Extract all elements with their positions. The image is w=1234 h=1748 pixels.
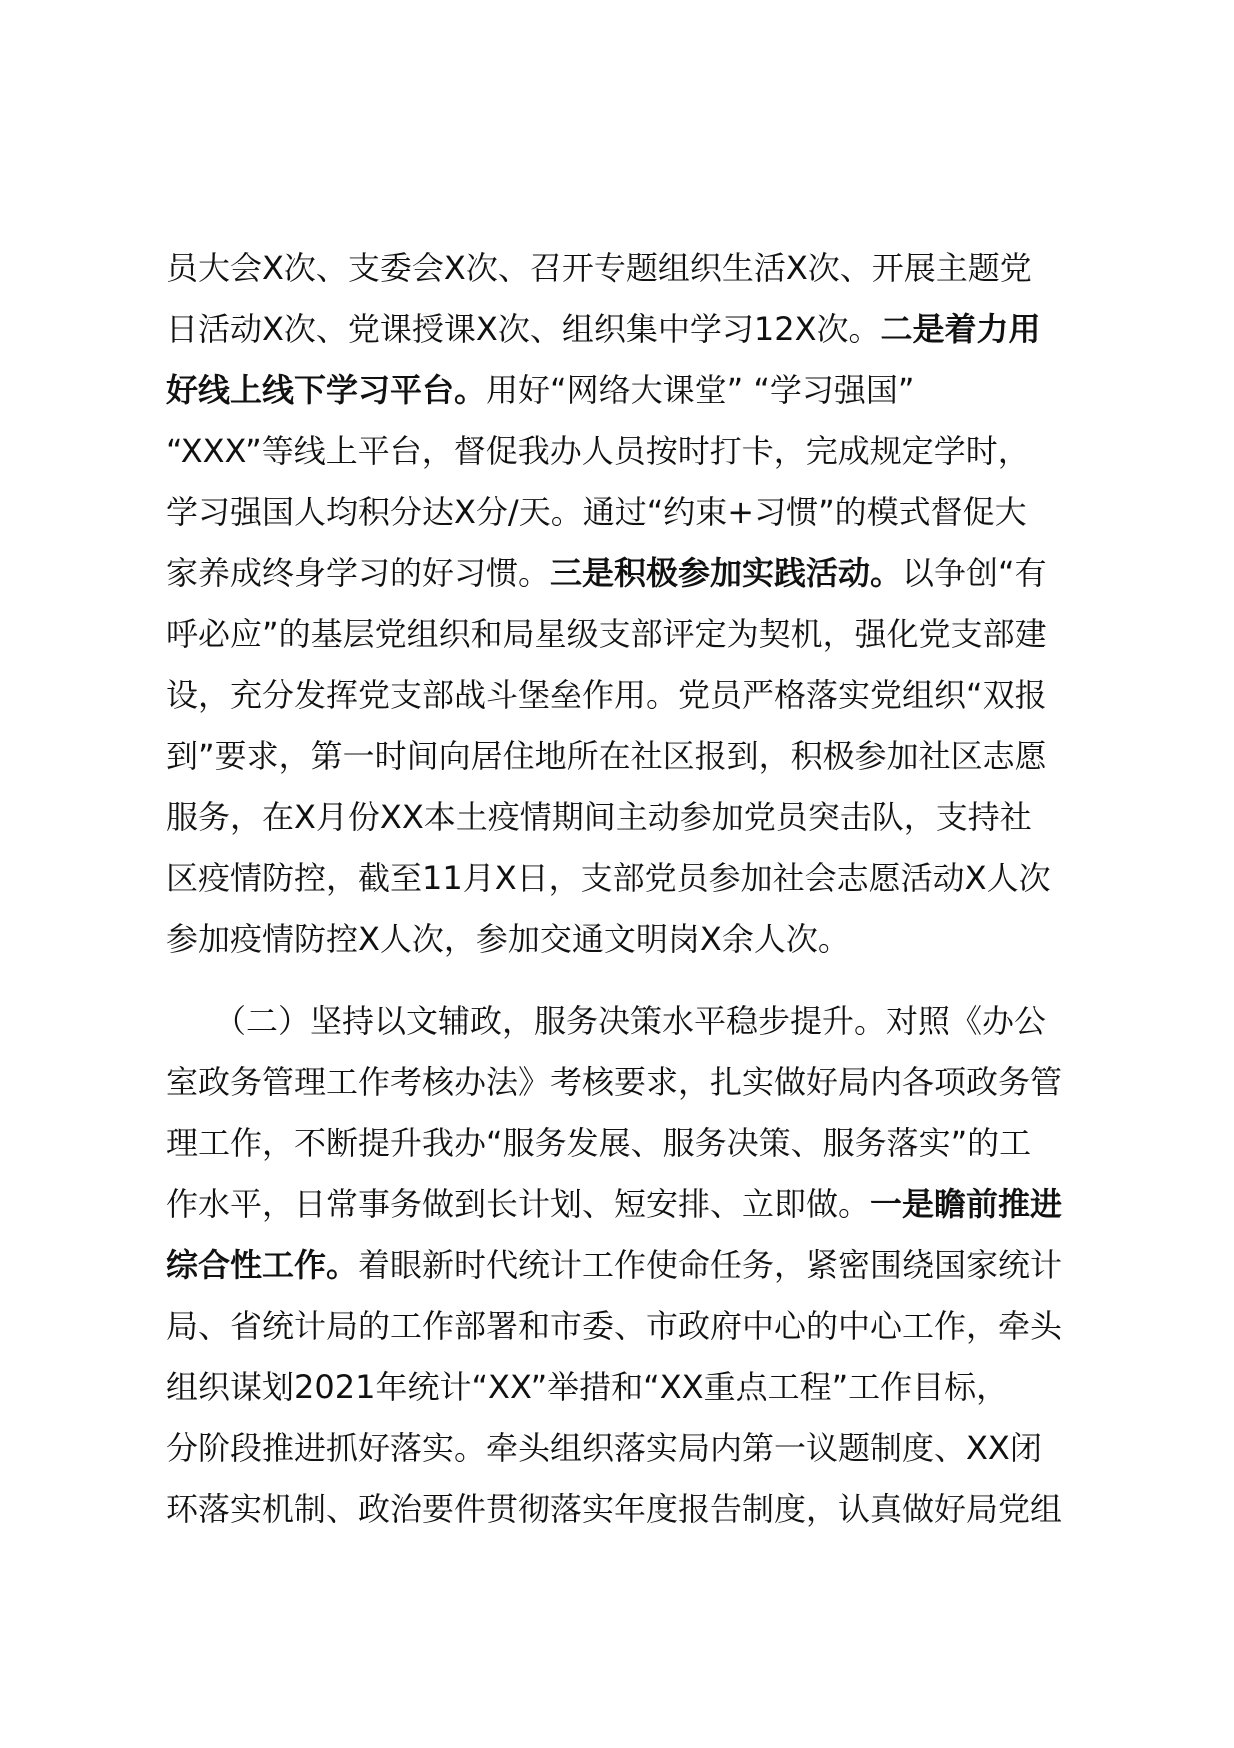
text-line [166, 1418, 1116, 1479]
text-run: 理工作，不断提升我办“服务发展、服务决策、服务落实”的工 [166, 1124, 1032, 1162]
text-line [166, 787, 1116, 848]
bold-heading-run: 综合性工作。 [166, 1246, 359, 1284]
text-run: 着眼新时代统计工作使命任务，紧密围绕国家统计 [358, 1246, 1063, 1284]
paragraph-spacing [166, 970, 1116, 991]
text-run: 学习强国人均积分达X分/天。通过“约束+习惯”的模式督促大 [166, 493, 1027, 531]
bold-heading-run: 三是积极参加实践活动。 [550, 554, 903, 592]
text-line [166, 848, 1116, 909]
text-run: 环落实机制、政治要件贯彻落实年度报告制度，认真做好局党组 [166, 1490, 1063, 1528]
text-run: 到”要求，第一时间向居住地所在社区报到，积极参加社区志愿 [166, 737, 1047, 775]
text-line [166, 1235, 1116, 1296]
text-run: 日活动X次、党课授课X次、组织集中学习12X次。 [166, 310, 881, 348]
text-line [166, 1296, 1116, 1357]
text-line [166, 1174, 1116, 1235]
text-run: 组织谋划2021年统计“XX”举措和“XX重点工程”工作目标， [166, 1368, 1009, 1406]
text-line [166, 604, 1116, 665]
text-run: 用好“网络大课堂” “学习强国” [486, 371, 915, 409]
bold-heading-run: 一是瞻前推进 [870, 1185, 1063, 1223]
text-run: 参加疫情防控X人次，参加交通文明岗X余人次。 [166, 920, 850, 958]
text-run: “XXX”等线上平台，督促我办人员按时打卡，完成规定学时， [166, 432, 1030, 470]
text-run: 分阶段推进抓好落实。牵头组织落实局内第一议题制度、XX闭 [166, 1429, 1042, 1467]
paragraph-1 [166, 238, 1116, 970]
text-run: 作水平，日常事务做到长计划、短安排、立即做。 [166, 1185, 871, 1223]
text-line [166, 238, 1116, 299]
text-line [166, 1479, 1116, 1540]
text-line [166, 909, 1116, 970]
text-line [166, 299, 1116, 360]
text-line [166, 360, 1116, 421]
text-line [166, 1113, 1116, 1174]
text-line [166, 482, 1116, 543]
text-run: 员大会X次、支委会X次、召开专题组织生活X次、开展主题党 [166, 249, 1032, 287]
text-run: 设，充分发挥党支部战斗堡垒作用。党员严格落实党组织“双报 [166, 676, 1047, 714]
text-run: 以争创“有 [902, 554, 1047, 592]
text-line [166, 1052, 1116, 1113]
text-line [166, 991, 1116, 1052]
bold-heading-run: 二是着力用 [880, 310, 1041, 348]
text-run: 区疫情防控，截至11月X日，支部党员参加社会志愿活动X人次 [166, 859, 1051, 897]
text-run: 局、省统计局的工作部署和市委、市政府中心的中心工作，牵头 [166, 1307, 1063, 1345]
text-run: 呼必应”的基层党组织和局星级支部评定为契机，强化党支部建 [166, 615, 1047, 653]
text-line [166, 543, 1116, 604]
paragraph-2 [166, 991, 1116, 1540]
bold-heading-run: 好线上线下学习平台。 [166, 371, 487, 409]
document-body [166, 238, 1116, 1540]
text-run: 服务，在X月份XX本土疫情期间主动参加党员突击队，支持社 [166, 798, 1032, 836]
text-run: 室政务管理工作考核办法》考核要求，扎实做好局内各项政务管 [166, 1063, 1063, 1101]
text-line [166, 421, 1116, 482]
text-line [166, 726, 1116, 787]
text-line [166, 1357, 1116, 1418]
text-run: 家养成终身学习的好习惯。 [166, 554, 551, 592]
text-run: （二）坚持以文辅政，服务决策水平稳步提升。对照《办公 [166, 1002, 1047, 1040]
text-line [166, 665, 1116, 726]
